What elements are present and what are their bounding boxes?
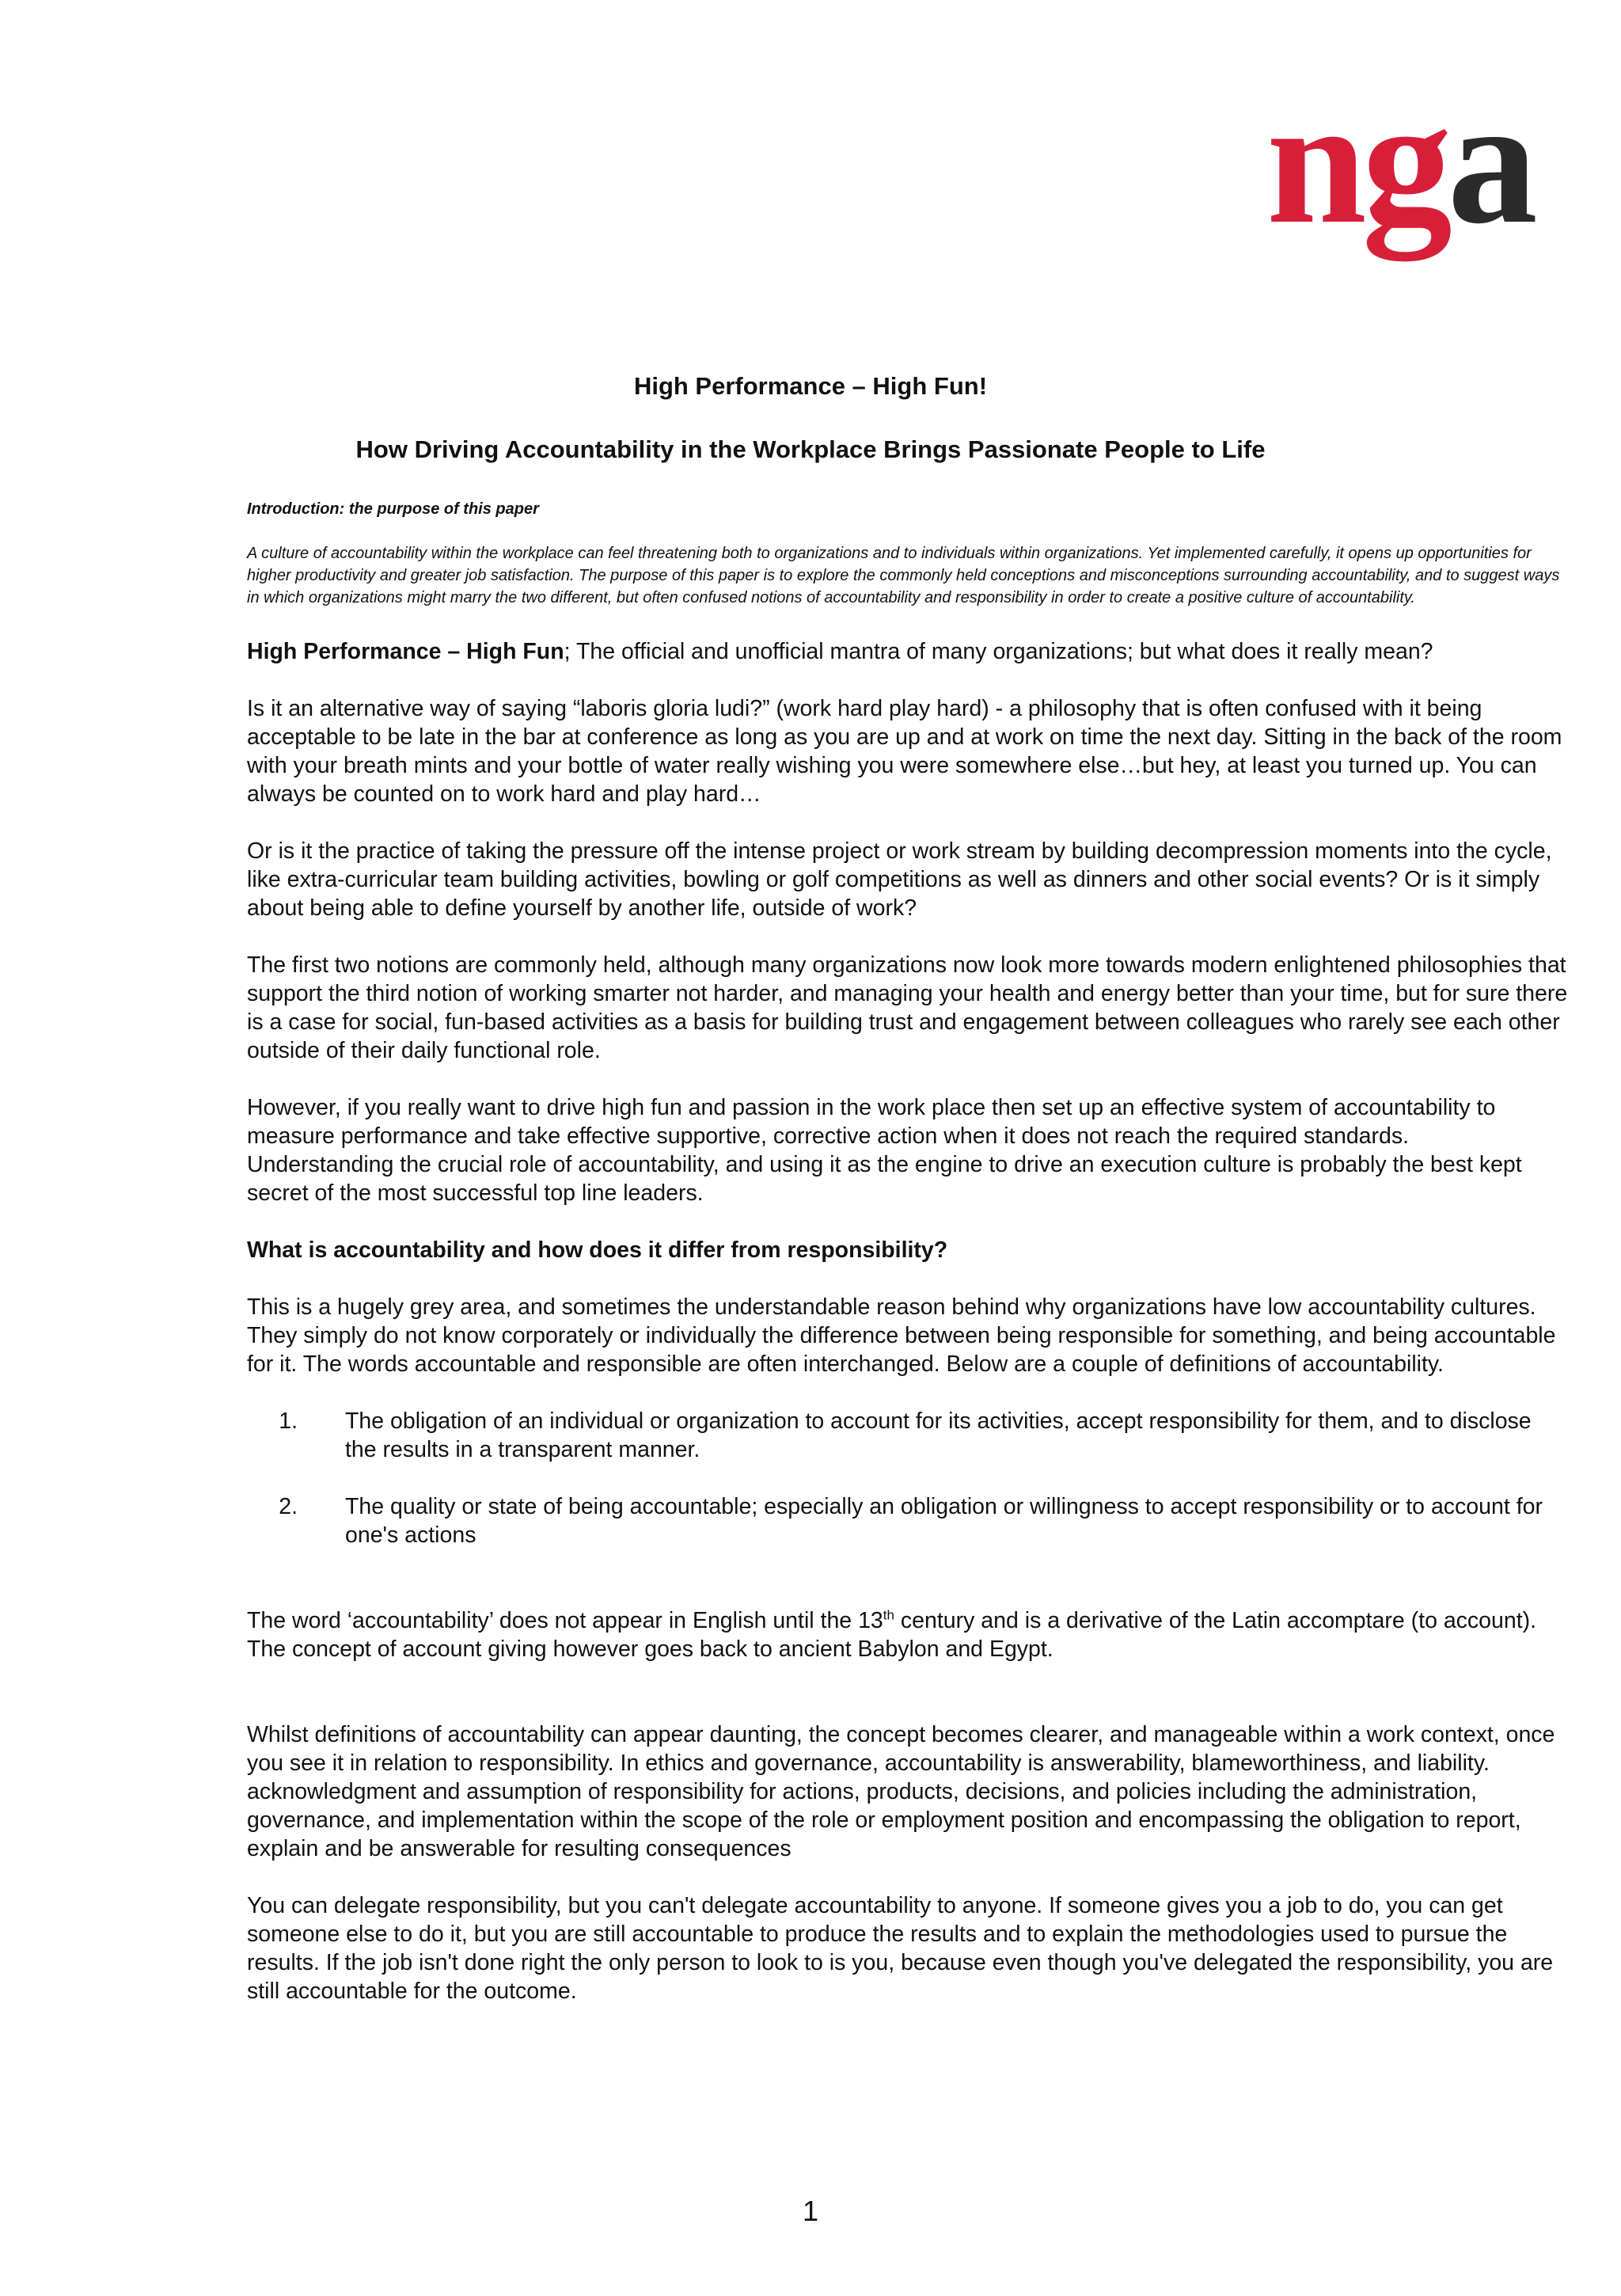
document-body [247,500,1569,2034]
paragraph-decompression: Or is it the practice of taking the pressure off the intense project or work stream by building decompression moments into the cycle, like extra-curricular team building activities, bowling or golf competitions as well as dinners and other social events? Or is it simply about being able to define yourself by another life, outside of work? [247,838,1552,921]
document-subtitle: How Driving Accountability in the Workplace Brings Passionate People to Life [355,435,1266,463]
logo-text-dark: a [1447,62,1533,261]
nga-logo [1266,62,1543,261]
paragraph-work-hard-play-hard: Is it an alternative way of saying “laboris gloria ludi?” (work hard play hard) - a philosophy that is often confused with it being acceptable to be late in the bar at conference as long as you are up and at work on time the next day. Sitting in the back of the room with your breath mints and your bottle of water really wishing you were somewhere else…but hey, at least you turned up. You can always be counted on to work hard and play hard… [247,696,1562,807]
list-item-number: 2. [279,1494,298,1519]
paragraph-mantra [247,637,1569,666]
section-heading: What is accountability and how does it differ from responsibility? [247,1237,948,1263]
paragraph-lead: High Performance – High Fun [247,639,564,664]
paragraph-word-origin [247,1606,1569,1663]
list-item [247,1407,1569,1464]
definitions-list [247,1407,1569,1549]
paragraph-drive-fun: However, if you really want to drive high fun and passion in the work place then set up an effective system of accountability to measure performance and take effective supportive, corrective action when it does not reach the required standards. [247,1095,1496,1149]
logo-text-red: ng [1266,62,1448,261]
paragraph-mantra-text: ; The official and unofficial mantra of many organizations; but what does it really mean? [564,639,1433,664]
page-number: 1 [802,2195,819,2227]
list-item-text: The obligation of an individual or organization to account for its activities, accept responsibility for them, and to disclose the results in a transparent manner. [345,1408,1532,1462]
superscript-th: th [883,1607,894,1623]
paragraph-grey-area: This is a hugely grey area, and sometimes the understandable reason behind why organizations have low accountability cultures. They simply do not know corporately or individually the difference between being responsible for something, and being accountable for it. The words accountable and responsible are often interchanged. Below are a couple of definitions of accountability. [247,1294,1556,1377]
paragraph-best-kept-secret: Understanding the crucial role of accountability, and using it as the engine to drive an execution culture is probably the best kept secret of the most successful top line leaders. [247,1152,1522,1206]
paragraph-notions: The first two notions are commonly held, although many organizations now look more towards modern enlightened philosophies that support the third notion of working smarter not harder, and managing your health and energy better than your time, but for sure there is a case for social, fun-based activities as a basis for building trust and engagement between colleagues who rarely see each other outside of their daily functional role. [247,952,1568,1063]
paragraph-definitions-daunting: Whilst definitions of accountability can appear daunting, the concept becomes clearer, and manageable within a work context, once you see it in relation to responsibility. In ethics and governance, accountability is answerability, blameworthiness, and liability. acknowledgment and assumption of responsibility for actions, products, decisions, and policies including the administration, governance, and implementation within the scope of the role or employment position and encompassing the obligation to report, explain and be answerable for resulting consequences [247,1722,1555,1861]
list-item [247,1492,1569,1549]
intro-text: A culture of accountability within the workplace can feel threatening both to organizations and to individuals within organizations. Yet implemented carefully, it opens up opportunities for higher productivity and greater job satisfaction. The purpose of this paper is to explore the commonly held conceptions and misconceptions surrounding accountability, and to suggest ways in which organizations might marry the two different, but often confused notions of accountability and responsibility in order to create a positive culture of accountability. [247,545,1560,606]
document-title: High Performance – High Fun! [633,372,988,400]
word-origin-text-1: The word ‘accountability’ does not appear in English until the 13 [247,1608,883,1633]
logo-wordmark [1266,62,1543,261]
list-item-text: The quality or state of being accountable; especially an obligation or willingness to accept responsibility or to account for one's actions [345,1494,1543,1548]
paragraph-delegate: You can delegate responsibility, but you can't delegate accountability to anyone. If someone gives you a job to do, you can get someone else to do it, but you are still accountable to produce the results and to explain the methodologies used to pursue the results. If the job isn't done right the only person to look to is you, because even though you've delegated the responsibility, you are still accountable for the outcome. [247,1893,1554,2004]
list-item-number: 1. [279,1408,298,1434]
word-origin-text-2: century and is a derivative of the Latin accomptare (to account). The concept of account giving however goes back to ancient Babylon and Egypt. [247,1608,1537,1662]
intro-heading: Introduction: the purpose of this paper [247,500,539,518]
spacer [247,1692,1569,1720]
